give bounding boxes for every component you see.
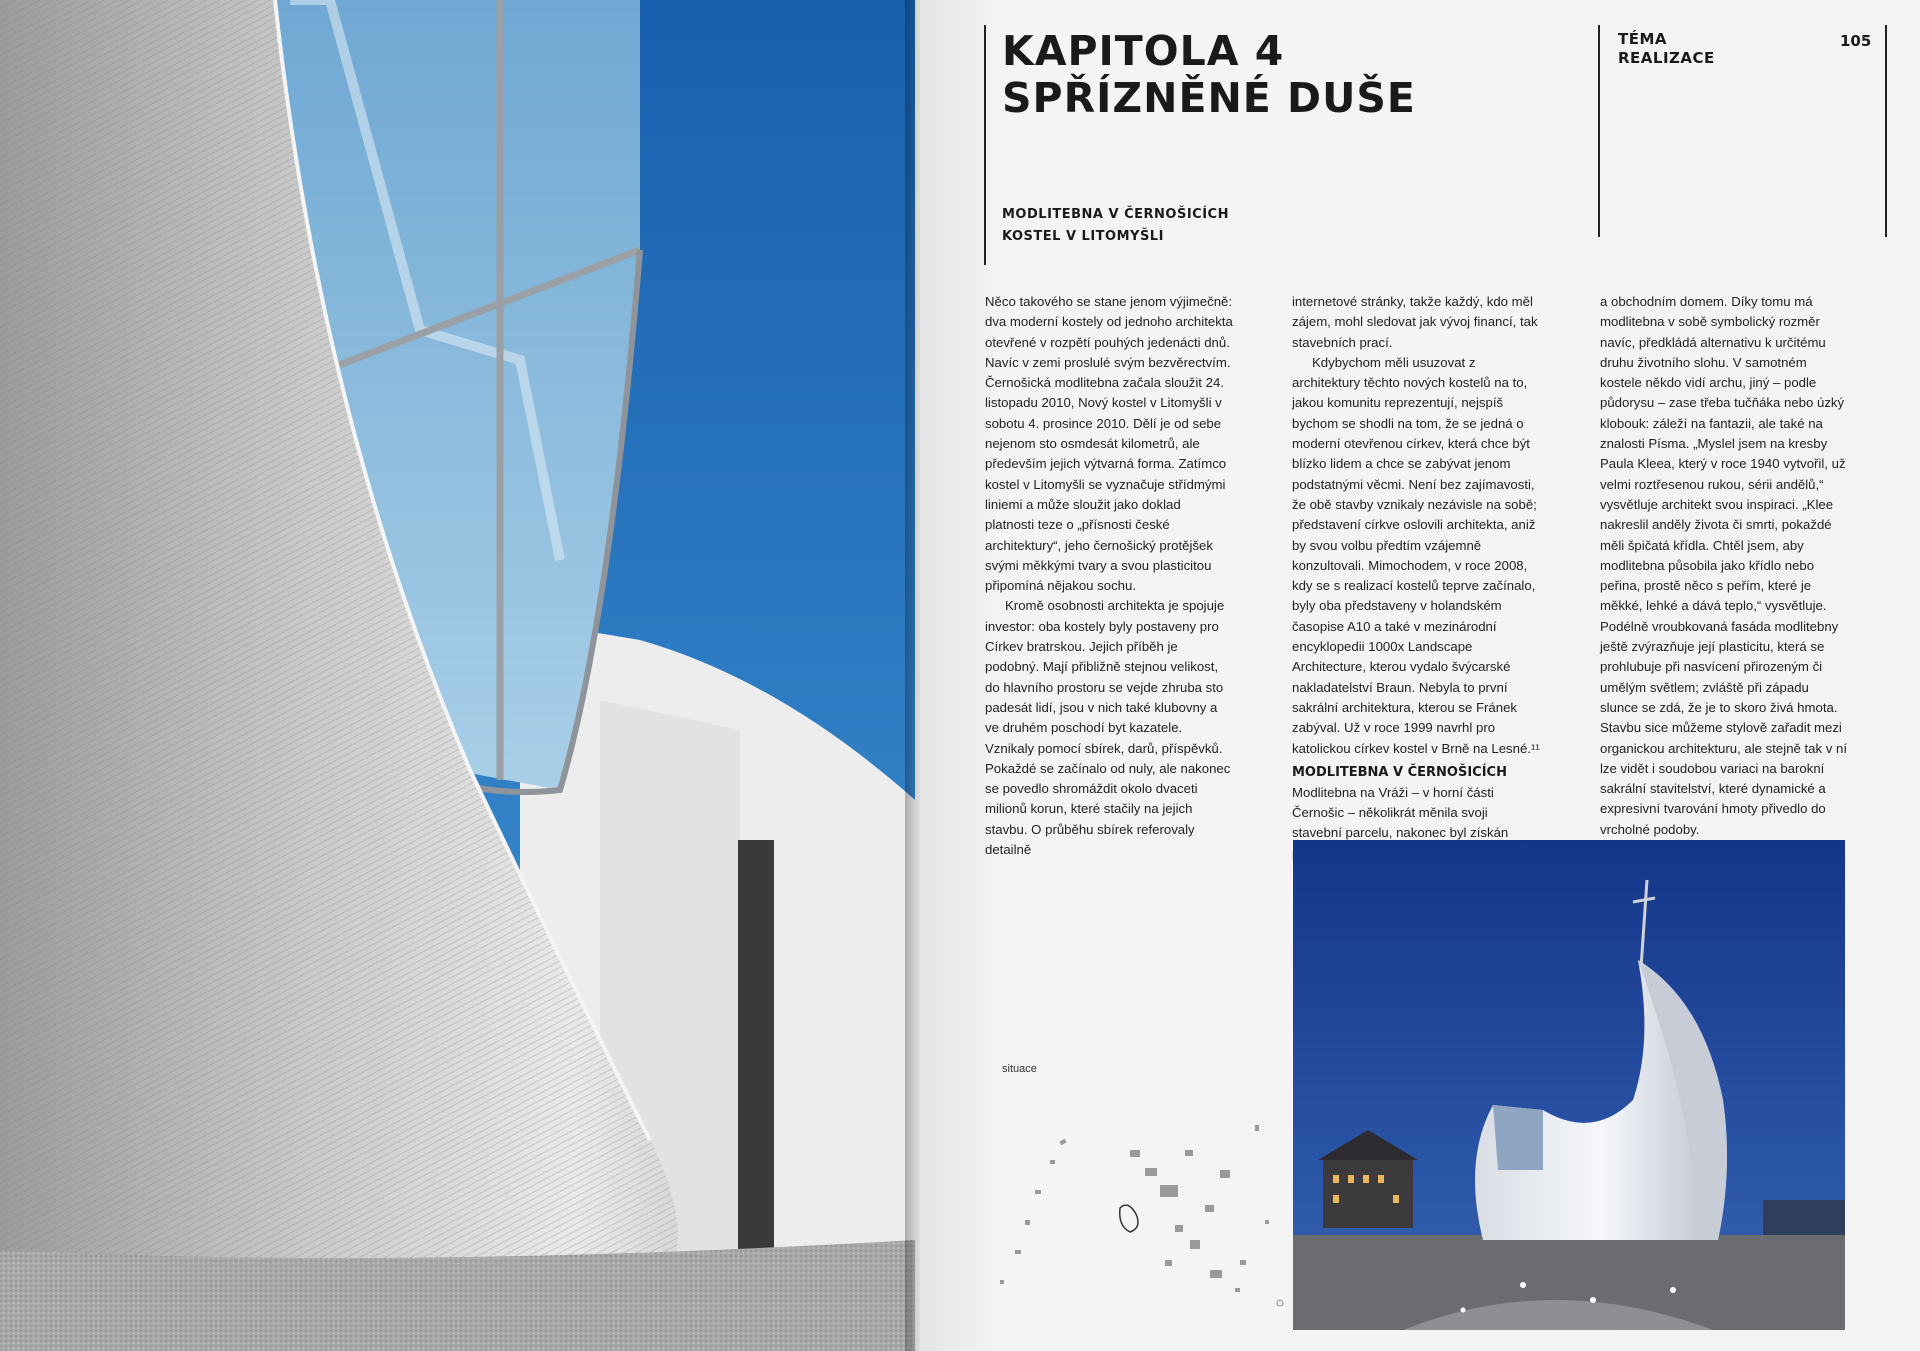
section-label [1618, 30, 1715, 68]
paragraph: Něco takového se stane jenom výjimečně: dva moderní kostely od jednoho architekta otevřené v rozpětí pouhých jedenácti dnů. Navíc v zemi proslulé svým bezvěrectvím. Černošická modlitebna začala sloužit 24. listopadu 2010, Nový kostel v Litomyšli v sobotu 4. prosince 2010. Dělí je od sebe nejenom sto osmdesát kilometrů, ale především jejich výtvarná forma. Zatímco kostel v Litomyšli se vyznačuje střídmými liniemi a může sloužit jako doklad platnosti teze o „přísnosti české architektury“, jeho černošický protějšek svými měkkými tvary a svou plasticitou připomíná nějakou sochu. [985, 294, 1233, 594]
chapter-title-line2: SPŘÍZNĚNÉ DUŠE [1002, 74, 1416, 122]
paragraph: internetové stránky, takže každý, kdo měl zájem, mohl sledovat jak vývoj financí, tak stavebních prací. [1292, 294, 1538, 350]
page-number: 105 [1840, 32, 1872, 50]
paragraph: Kdybychom měli usuzovat z architektury těchto nových kostelů na to, jakou komunitu reprezentují, nejspíš bychom se shodli na tom, že se jedná o moderní otevřenou církev, která chce být blízko lidem a chce se zabývat jenom podstatnými věcmi. Není bez zajímavosti, že obě stavby vznikaly nezávisle na sobě; představení církve oslovili architekta, aniž by svou volbu předtím vzájemně konzultovali. Mimochodem, v roce 2008, kdy se s realizací kostelů teprve začínalo, byly oba představeny v holandském časopise A10 a také v mezinárodní encyklopedii 1000x Landscape Architecture, kterou vydalo švýcarské nakladatelství Braun. Nebyla to první sakrální architektura, kterou se Fránek zabýval. Už v roce 1999 navrhl pro katolickou církev kostel v Brně na Lesné.¹¹ [1292, 354, 1540, 756]
subtitle-line1: MODLITEBNA V ČERNOŠICÍCH [1002, 207, 1229, 222]
column-heading: MODLITEBNA V ČERNOŠICÍCH [1292, 764, 1507, 780]
site-plan-caption: situace [1002, 1063, 1037, 1075]
left-page-photo [0, 0, 915, 1351]
paragraph: Modlitebna na Vráži – v horní části Černošic – několikrát měnila svoji stavební parcelu, nakonec byl získán [1292, 784, 1509, 841]
chapter-title-line1: KAPITOLA 4 [1002, 27, 1285, 75]
section-label-line2: REALIZACE [1618, 49, 1715, 67]
text-column-1 [985, 292, 1233, 860]
text-column-3 [1600, 292, 1848, 840]
article-subtitle [1002, 204, 1229, 248]
chapter-title [1002, 28, 1416, 122]
text-column-2 [1292, 292, 1540, 864]
right-vertical-rule [1885, 25, 1887, 237]
left-vertical-rule [984, 25, 986, 265]
site-plan-drawing [990, 1110, 1290, 1310]
paragraph: a obchodním domem. Díky tomu má modlitebna v sobě symbolický rozměr navíc, předkládá alternativu k určitému druhu životního slohu. V samotném kostele někdo vidí archu, jiný – podle půdorysu – zase třeba tučňáka nebo úzký klobouk: záleží na fantazii, ale také na znalosti Písma. „Myslel jsem na kresby Paula Kleea, který v roce 1940 vytvořil, už velmi roztřesenou rukou, sérii andělů,“ vysvětluje architekt svou inspiraci. „Klee nakreslil anděly života či smrti, pokaždé měli špičatá křídla. Chtěl jsem, aby modlitebna působila jako křídlo nebo peřina, prostě něco s peřím, které je měkké, lehké a dává teplo,“ vysvětluje. Podélně vroubkovaná fasáda modlitebny ještě zvýrazňuje její plasticitu, která se prohlubuje při nasvícení přirozeným či umělým světlem; zvláště při západu slunce se zdá, že je to skoro živá hmota. Stavbu sice můžeme stylově zařadit mezi organickou architekturu, ale stejně tak v ní lze vidět i soudobou variaci na barokní sakrální stavitelství, které dynamické a expresivní tvarování hmoty přivedlo do vrcholné podoby. [1600, 294, 1848, 837]
section-label-line1: TÉMA [1618, 30, 1668, 48]
right-page [920, 0, 1920, 1351]
night-photo-image [1293, 840, 1845, 1330]
modlitebna-night-photo [1293, 840, 1845, 1330]
paragraph: Kromě osobnosti architekta je spojuje investor: oba kostely byly postaveny pro Církev bratrskou. Jejich příběh je podobný. Mají přibližně stejnou velikost, do hlavního prostoru se vejde zhruba sto padesát lidí, jsou v nich také klubovny a ve druhém poschodí byt kazatele. Vznikaly pomocí sbírek, darů, příspěvků. Pokaždé se začínalo od nuly, ale nakonec se povedlo shromáždit okolo dvaceti milionů korun, které stačily na jejich stavbu. O průběhu sbírek referovaly detailně [985, 598, 1231, 858]
subtitle-line2: KOSTEL V LITOMYŠLI [1002, 229, 1164, 244]
middle-vertical-rule [1598, 25, 1600, 237]
church-exterior-photo [0, 0, 915, 1351]
